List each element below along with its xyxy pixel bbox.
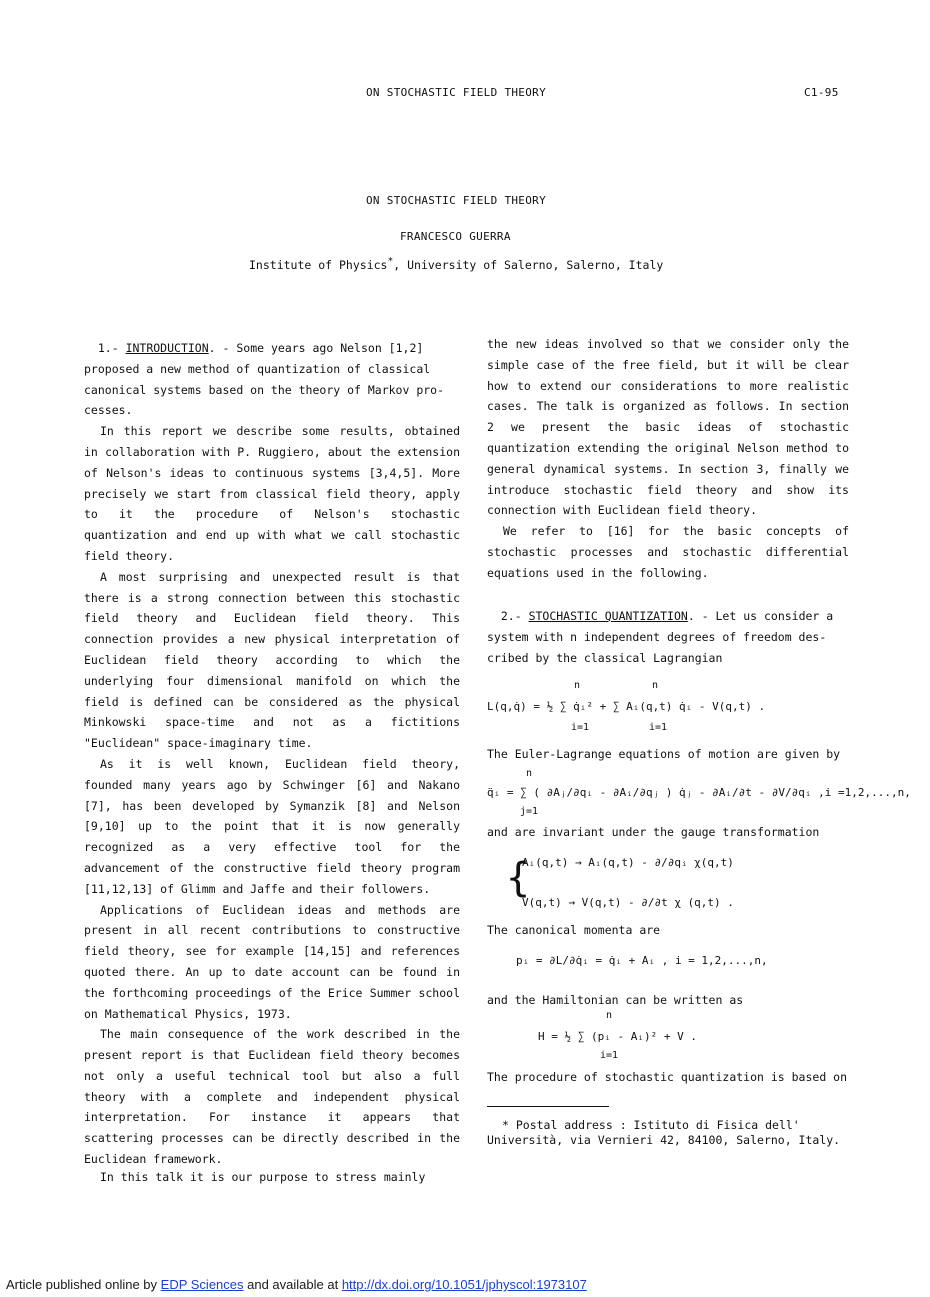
momenta-equation: pᵢ = ∂L/∂q̇ᵢ = q̇ᵢ + Aᵢ , i = 1,2,...,n,: [516, 954, 768, 967]
text-line: system with n independent degrees of freedom des-: [487, 629, 827, 644]
gauge-text: [487, 822, 849, 843]
right-column-intro: [487, 334, 849, 584]
section-2: [487, 606, 849, 668]
text-line: and are invariant under the gauge transformation: [487, 825, 820, 839]
sum-upper-limit: n: [652, 680, 659, 691]
doi-link[interactable]: http://dx.doi.org/10.1051/jphyscol:1973107: [341, 1277, 587, 1292]
paragraph: A most surprising and unexpected result is that there is a strong connection between this stochastic field theory and Euclidean field theory. This connection provides a new physical interpretation of Euclidean field theory according to which the underlying four dimensional manifold on which the field is defined can be considered as the physical Minkowski space-time and not as a fictitions "Euclidean" space-imaginary time.: [84, 569, 460, 751]
text-line: The procedure of stochastic quantization is based on: [487, 1070, 848, 1084]
footnote-line-1: * Postal address : Istituto di Fisica dell': [502, 1118, 800, 1132]
footer-text: and available at: [243, 1277, 342, 1292]
paragraph: the new ideas involved so that we consider only the simple case of the free field, but it will be clear how to extend our considerations to more realistic cases. The talk is organized as follows. In section 2 we present the basic ideas of stochastic quantization extending the original Nelson method to general dynamical systems. In section 3, finally we introduce stochastic field theory and show its connection with Euclidean field theory.: [487, 337, 849, 518]
page-number: C1-95: [804, 86, 839, 99]
paragraph: As it is well known, Euclidean field theory, founded many years ago by Schwinger [6] and Nakano [7], has been developed by Symanzik [8] and Nelson [9,10] up to the point that it is now generally recognized as a very effective tool for the advancement of the constructive field theory program [11,12,13] of Glimm and Jaffe and their followers.: [84, 756, 460, 896]
paragraph: The main consequence of the work described in the present report is that Euclidean field theory becomes not only a useful technical tool but also a full theory with a complete and independent physical interpretation. For instance it appears that scattering processes can be directly described in the Euclidean framework.: [84, 1027, 460, 1167]
sum-upper-limit: n: [526, 768, 533, 779]
gauge-equation-a: Aᵢ(q,t) → Aᵢ(q,t) - ∂/∂qᵢ χ(q,t): [522, 856, 734, 869]
gauge-equation-v: V(q,t) → V(q,t) - ∂/∂t χ (q,t) .: [522, 896, 734, 909]
sum-lower-limit: i=1: [571, 722, 590, 733]
section-1-heading: 1.- INTRODUCTION. - Some years ago Nelson [1,2]: [97, 341, 424, 355]
running-title: ON STOCHASTIC FIELD THEORY: [366, 86, 546, 99]
paragraph: In this report we describe some results, obtained in collaboration with P. Ruggiero, about the extension of Nelson's ideas to continuous systems [3,4,5]. More precisely we start from classical field theory, apply to it the procedure of Nelson's stochastic quantization and end up with what we call stochastic field theory.: [84, 424, 460, 563]
procedure-text: [487, 1067, 849, 1088]
paragraph: We refer to [16] for the basic concepts of stochastic processes and stochastic differential equations used in the following.: [487, 524, 849, 580]
section-2-heading: 2.- STOCHASTIC QUANTIZATION. - Let us consider a: [500, 609, 834, 623]
text-line: The canonical momenta are: [487, 923, 661, 937]
sum-upper-limit: n: [606, 1010, 613, 1021]
euler-lagrange-equation: q̈ᵢ = ∑ ( ∂Aⱼ/∂qᵢ - ∂Aᵢ/∂qⱼ ) q̇ⱼ - ∂Aᵢ/∂t - ∂V/∂qᵢ ,i =1,2,...,n,: [487, 786, 911, 799]
sum-lower-limit: i=1: [600, 1050, 619, 1061]
sum-lower-limit: i=1: [649, 722, 668, 733]
edp-sciences-link[interactable]: EDP Sciences: [160, 1277, 244, 1292]
footnote-line-2: Università, via Vernieri 42, 84100, Salerno, Italy.: [487, 1133, 841, 1147]
intro-line-3: cesses.: [84, 403, 133, 418]
intro-line-1: proposed a new method of quantization of classical: [84, 361, 431, 376]
euler-text: [487, 744, 849, 765]
section-1-title: INTRODUCTION: [125, 341, 209, 355]
hamiltonian-equation: H = ½ ∑ (pᵢ - Aᵢ)² + V .: [538, 1030, 697, 1043]
section-2-title: STOCHASTIC QUANTIZATION: [528, 609, 688, 623]
affiliation-university: , University of Salerno, Salerno, Italy: [393, 257, 664, 272]
intro-line-2: canonical systems based on the theory of Markov pro-: [84, 382, 445, 397]
momenta-text: [487, 920, 849, 941]
affiliation-institute: Institute of Physics: [249, 257, 388, 272]
sum-lower-limit: j=1: [520, 806, 539, 817]
text-line: and the Hamiltonian can be written as: [487, 993, 744, 1007]
lagrangian-equation: L(q,q̇) = ½ ∑ q̇ᵢ² + ∑ Aᵢ(q,t) q̇ᵢ - V(q,t) .: [487, 700, 766, 713]
text-line: The Euler-Lagrange equations of motion are given by: [487, 747, 841, 761]
footer-text: Article published online by: [6, 1277, 161, 1292]
paper-title: ON STOCHASTIC FIELD THEORY: [366, 194, 546, 207]
brace: {: [506, 855, 531, 901]
footnote-rule: [487, 1106, 609, 1107]
publisher-footer: [6, 1277, 587, 1292]
author: FRANCESCO GUERRA: [400, 230, 511, 243]
paragraph: In this talk it is our purpose to stress mainly: [100, 1169, 426, 1184]
affiliation-footnote-mark: *: [387, 256, 394, 267]
paragraph: Applications of Euclidean ideas and methods are present in all recent contributions to constructive field theory, see for example [14,15] and references quoted there. An up to date account can be found in the forthcoming proceedings of the Erice Summer school on Mathematical Physics, 1973.: [84, 902, 460, 1021]
hamiltonian-text: [487, 990, 849, 1011]
left-column: [84, 338, 460, 1184]
affiliation: [249, 256, 663, 272]
text-line: cribed by the classical Lagrangian: [487, 650, 723, 665]
sum-upper-limit: n: [574, 680, 581, 691]
